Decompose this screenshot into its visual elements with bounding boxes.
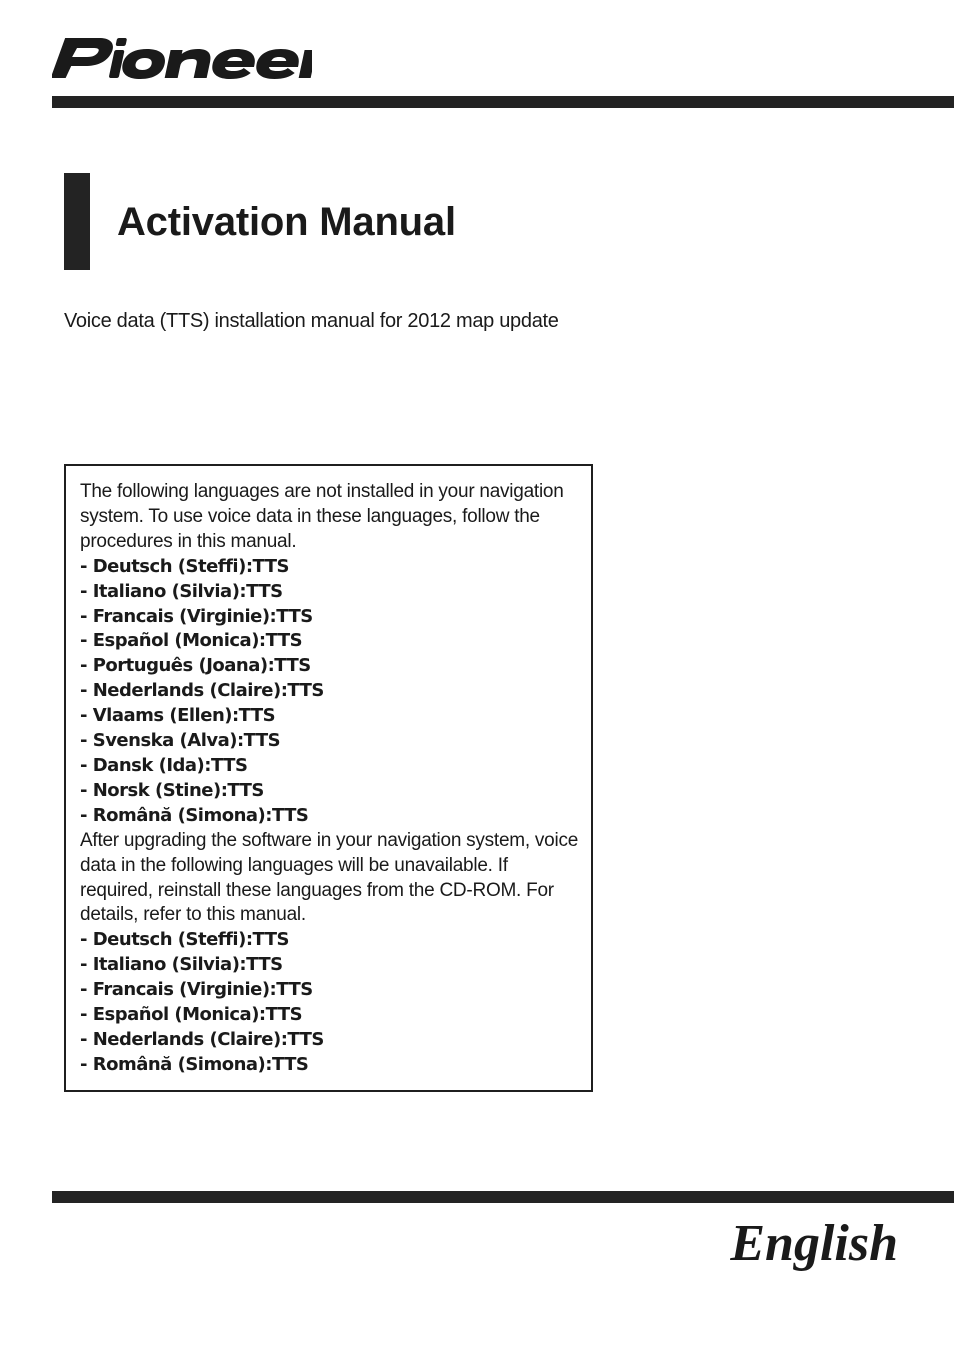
list-item: - Português (Joana):TTS	[80, 655, 311, 677]
list-item: - Francais (Virginie):TTS	[80, 979, 313, 1001]
list-item: - Español (Monica):TTS	[80, 630, 303, 652]
list-item: - Svenska (Alva):TTS	[80, 730, 281, 752]
list-item: - Francais (Virginie):TTS	[80, 605, 313, 627]
list-item: - Español (Monica):TTS	[80, 1004, 303, 1026]
list-item: - Deutsch (Steffi):TTS	[80, 555, 289, 577]
list-item: - Norsk (Stine):TTS	[80, 779, 264, 801]
page-subtitle: Voice data (TTS) installation manual for 2012 map update	[64, 310, 559, 332]
list-item: - Vlaams (Ellen):TTS	[80, 705, 276, 727]
list-item: - Deutsch (Steffi):TTS	[80, 929, 289, 951]
title-accent-bar	[64, 173, 90, 270]
page-title: Activation Manual	[117, 200, 456, 244]
language-notice-box	[64, 464, 593, 1092]
unavailable-language-list	[80, 928, 585, 1077]
footer-rule	[52, 1191, 954, 1203]
notice-intro: The following languages are not installed in your navigation system. To use voice data in these languages, follow the procedures in this manual.	[80, 481, 564, 552]
language-label: English	[730, 1215, 898, 1272]
notice-after-upgrade: After upgrading the software in your navigation system, voice data in the following languages will be unavailable. If required, reinstall these languages from the CD-ROM. For details, refer to this manual.	[80, 829, 579, 926]
list-item: - Română (Simona):TTS	[80, 804, 309, 826]
list-item: - Dansk (Ida):TTS	[80, 754, 248, 776]
pioneer-logo-icon	[52, 34, 312, 80]
list-item: - Română (Simona):TTS	[80, 1053, 309, 1075]
list-item: - Italiano (Silvia):TTS	[80, 954, 283, 976]
list-item: - Nederlands (Claire):TTS	[80, 680, 324, 702]
not-installed-language-list	[80, 555, 585, 829]
header-rule	[52, 96, 954, 108]
list-item: - Italiano (Silvia):TTS	[80, 580, 283, 602]
language-notice-content	[80, 480, 585, 1078]
list-item: - Nederlands (Claire):TTS	[80, 1028, 324, 1050]
